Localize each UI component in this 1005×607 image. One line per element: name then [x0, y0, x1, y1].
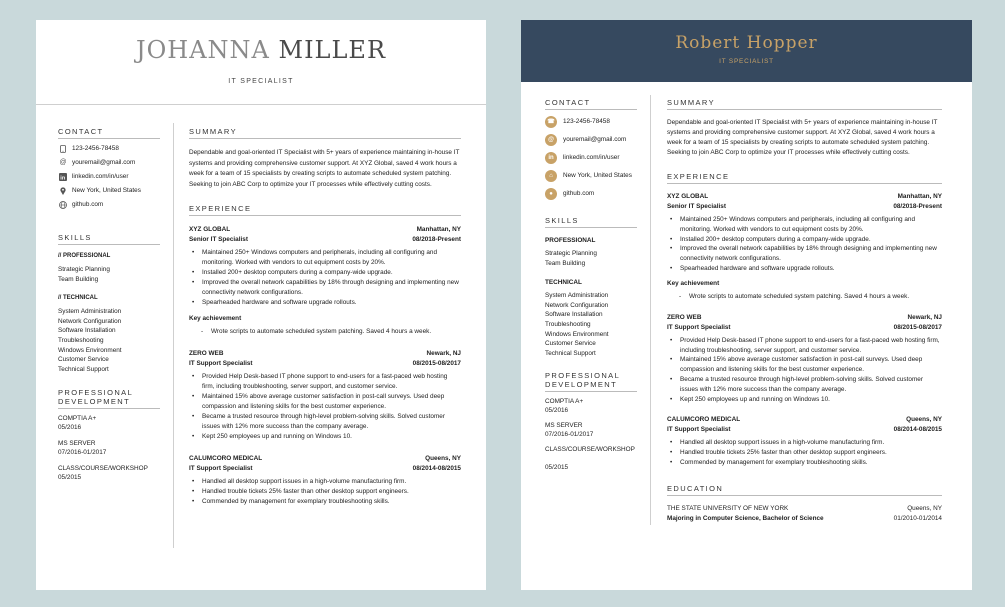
pd-date: 05/2016 — [545, 406, 569, 414]
job-bullet: • Provided Help Desk-based IT phone support to end-users for a fast-paced web hosting firm, including troubleshooting, server support, and customer service. — [189, 372, 461, 392]
job-dates: 08/2014-08/2015 — [893, 426, 942, 434]
job-bullets — [189, 372, 461, 442]
skill-item: Windows Environment — [545, 330, 609, 338]
job-bullet: • Handled all desktop support issues in a high-volume manufacturing firm. — [667, 438, 942, 448]
contact-github — [58, 201, 160, 209]
job-bullet: • Spearheaded hardware and software upgrade rollouts. — [667, 264, 942, 274]
job-entry — [189, 349, 461, 442]
linkedin-icon — [58, 173, 68, 181]
location-icon — [58, 187, 68, 195]
job-company: XYZ GLOBAL — [189, 226, 231, 233]
summary-heading: SUMMARY — [189, 127, 461, 139]
job-entry — [667, 415, 942, 467]
pd-name: CLASS/COURSE/WORKSHOP — [58, 465, 148, 473]
contact-email — [545, 134, 637, 146]
job-entry — [189, 225, 461, 337]
job-dates: 08/2015-08/2017 — [412, 360, 461, 367]
job-bullets — [667, 215, 942, 274]
job-entry — [189, 454, 461, 507]
skill-item: System Administration — [545, 292, 609, 300]
skill-item: Software Installation — [545, 311, 603, 319]
job-entry — [667, 313, 942, 405]
job-location: Manhattan, NY — [416, 226, 461, 233]
contact-text: github.com — [563, 190, 595, 197]
job-bullets — [189, 477, 461, 507]
education-school: THE STATE UNIVERSITY OF NEW YORK — [667, 504, 789, 512]
job-bullet: • Maintained 250+ Windows computers and peripherals, including all configuring and monitoring. Worked with vendors to cut equipment costs by 20%. — [667, 215, 942, 235]
job-role: IT Support Specialist — [667, 323, 731, 331]
contact-text: 123-2456-78458 — [72, 145, 119, 152]
skill-item: Customer Service — [58, 356, 109, 364]
job-bullet: • Maintained 250+ Windows computers and peripherals, including all configuring and monitoring. Worked with vendors to cut equipment costs by 20%. — [189, 248, 461, 268]
experience-heading: EXPERIENCE — [189, 204, 461, 216]
email-icon: @ — [545, 134, 557, 146]
education-dates: 01/2010-01/2014 — [893, 514, 942, 522]
job-bullet: • Improved the overall network capabilities by 18% through designing and implementing new connectivity network configurations. — [667, 244, 942, 264]
pd-date: 05/2015 — [545, 463, 569, 471]
job-role: Senior IT Specialist — [189, 236, 248, 243]
job-bullet: • Installed 200+ desktop computers during a company-wide upgrade. — [667, 235, 942, 245]
job-header — [667, 313, 942, 323]
skill-item: Network Configuration — [545, 301, 609, 309]
contact-text: linkedin.com/in/user — [72, 173, 129, 180]
contact-linkedin — [58, 173, 160, 181]
summary-text: Dependable and goal-oriented IT Specialist with 5+ years of experience maintaining in-house IT systems and providing comprehensive customer support. At XYZ Global, saved 4 work hours a week for a team of 15 specialists by creating scripts to automate scheduled system patching. Seeking to join ABC Corp to optimize your IT processes while effectively cutting costs. — [667, 119, 938, 156]
skills-heading: SKILLS — [58, 233, 160, 245]
job-dates: 08/2014-08/2015 — [412, 465, 461, 472]
job-bullet: • Handled trouble tickets 25% faster than other desktop support engineers. — [667, 448, 942, 458]
job-bullet: • Handled trouble tickets 25% faster than other desktop support engineers. — [189, 487, 461, 497]
contact-location — [545, 170, 637, 182]
job-role: IT Support Specialist — [189, 360, 253, 367]
pd-date: 07/2016-01/2017 — [58, 448, 107, 456]
header-divider — [36, 104, 486, 105]
pd-name: CLASS/COURSE/WORKSHOP — [545, 446, 635, 454]
education-heading: EDUCATION — [667, 484, 942, 496]
contact-text: linkedin.com/in/user — [563, 154, 620, 161]
contact-list — [545, 116, 637, 200]
github-icon: ● — [545, 188, 557, 200]
skill-item: Troubleshooting — [58, 336, 104, 344]
job-bullet: • Kept 250 employees up and running on Windows 10. — [667, 395, 942, 405]
job-bullet: • Maintained 15% above average customer satisfaction in post-call surveys. Used deep compassion and listening skills for the best customer experience. — [189, 392, 461, 412]
pd-list — [545, 398, 637, 472]
technical-skills-list — [58, 307, 160, 374]
job-role: Senior IT Specialist — [667, 203, 726, 210]
job-bullets — [667, 438, 942, 467]
skill-item: Team Building — [545, 259, 586, 267]
contact-github — [545, 188, 637, 200]
technical-skills-heading: // TECHNICAL — [58, 295, 98, 302]
job-company: XYZ GLOBAL — [667, 193, 709, 200]
job-company: ZERO WEB — [189, 350, 224, 357]
skill-item: Network Configuration — [58, 317, 122, 325]
education-header — [667, 504, 942, 514]
technical-skills-list — [545, 291, 637, 358]
job-company: CALUMCORO MEDICAL — [667, 416, 741, 424]
skill-item: Software Installation — [58, 327, 116, 335]
contact-text: New York, United States — [72, 187, 141, 194]
job-header — [189, 225, 461, 235]
contact-heading: CONTACT — [58, 127, 160, 139]
pd-name: COMPTIA A+ — [58, 415, 97, 423]
key-achievement-list — [667, 292, 942, 302]
contact-heading: CONTACT — [545, 98, 637, 110]
job-bullet: • Became a trusted resource through high-level problem-solving skills. Solved customer issues with 12% more success than the company average. — [189, 412, 461, 432]
resume-name: Robert Hopper — [675, 33, 818, 53]
job-bullet: • Maintained 15% above average customer satisfaction in post-call surveys. Used deep compassion and listening skills for the best customer experience. — [667, 355, 942, 375]
job-bullet: • Improved the overall network capabilities by 18% through designing and implementing new connectivity network configurations. — [189, 278, 461, 298]
job-company: ZERO WEB — [667, 313, 702, 321]
job-bullet: • Commended by management for exemplary troubleshooting skills. — [189, 497, 461, 507]
job-bullet: • Commended by management for exemplary troubleshooting skills. — [667, 458, 942, 468]
column-divider — [173, 123, 174, 548]
contact-list — [58, 145, 160, 209]
contact-linkedin — [545, 152, 637, 164]
job-subheader — [667, 323, 942, 333]
job-dates: 08/2015-08/2017 — [893, 323, 942, 331]
contact-text: github.com — [72, 201, 104, 208]
job-bullet: • Provided Help Desk-based IT phone support to end-users for a fast-paced web hosting firm, including troubleshooting, server support, and customer service. — [667, 336, 942, 356]
skill-item: Technical Support — [58, 365, 109, 373]
skill-item: Windows Environment — [58, 346, 122, 354]
job-subheader — [667, 425, 942, 435]
summary-heading: SUMMARY — [667, 98, 942, 110]
email-icon: @ — [59, 159, 67, 166]
resume-name — [36, 36, 486, 64]
job-bullet: • Installed 200+ desktop computers during a company-wide upgrade. — [189, 268, 461, 278]
job-bullet: • Spearheaded hardware and software upgrade rollouts. — [189, 298, 461, 308]
job-subheader — [189, 464, 461, 474]
job-header — [189, 454, 461, 464]
left-column — [58, 127, 160, 482]
technical-skills-heading: TECHNICAL — [545, 279, 582, 287]
column-divider — [650, 95, 651, 525]
job-dates: 08/2018-Present — [893, 203, 942, 210]
job-subheader — [189, 235, 461, 245]
job-location: Queens, NY — [906, 416, 942, 424]
job-role: IT Support Specialist — [189, 465, 253, 472]
pd-date: 05/2015 — [58, 473, 82, 481]
skill-item: Strategic Planning — [58, 266, 110, 273]
education-subheader — [667, 514, 942, 524]
education-entry — [667, 504, 942, 524]
contact-phone — [545, 116, 637, 128]
skills-heading: SKILLS — [545, 216, 637, 228]
job-bullets — [189, 248, 461, 308]
phone-icon — [58, 145, 68, 153]
first-name: JOHANNA — [135, 36, 270, 64]
contact-email — [58, 159, 160, 167]
job-header — [667, 415, 942, 425]
professional-development-heading — [545, 371, 637, 392]
skill-item: Troubleshooting — [545, 320, 591, 328]
skill-item: System Administration — [58, 308, 122, 316]
job-subheader — [189, 359, 461, 369]
left-column — [545, 98, 637, 472]
job-company: CALUMCORO MEDICAL — [189, 455, 263, 462]
job-role: IT Support Specialist — [667, 426, 731, 434]
job-header — [667, 192, 942, 202]
job-location: Manhattan, NY — [897, 193, 942, 200]
key-achievement-label: Key achievement — [189, 315, 242, 322]
key-achievement: - Wrote scripts to automate scheduled system patching. Saved 4 hours a week. — [189, 327, 461, 337]
professional-development-heading — [58, 388, 160, 409]
pd-heading-line-1: PROFESSIONAL — [545, 371, 621, 381]
skill-item: Customer Service — [545, 340, 596, 348]
key-achievement: - Wrote scripts to automate scheduled system patching. Saved 4 hours a week. — [667, 292, 942, 302]
home-icon: ⌂ — [545, 170, 557, 182]
contact-phone — [58, 145, 160, 153]
globe-icon — [58, 201, 68, 209]
education-degree: Majoring in Computer Science, Bachelor of Science — [667, 514, 824, 522]
summary-text: Dependable and goal-oriented IT Specialist with 5+ years of experience maintaining in-house IT systems and providing comprehensive customer support. At XYZ Global, saved 4 work hours a week for a team of 15 specialists by creating scripts to automate scheduled system patching. Seeking to join ABC Corp to optimize your IT processes while effectively cutting costs. — [189, 149, 460, 188]
education-location: Queens, NY — [907, 504, 942, 512]
pd-name: MS SERVER — [545, 422, 583, 430]
pd-date: 05/2016 — [58, 423, 82, 431]
contact-text: youremail@gmail.com — [563, 136, 627, 143]
key-achievement-label: Key achievement — [667, 279, 720, 287]
professional-skills-list — [545, 249, 637, 268]
skill-item: Strategic Planning — [545, 250, 597, 257]
professional-skills-heading: PROFESSIONAL — [545, 237, 596, 244]
pd-heading-line-2: DEVELOPMENT — [58, 397, 131, 407]
right-column — [667, 98, 942, 524]
svg-text:in: in — [60, 175, 66, 181]
resume-robert-hopper — [521, 20, 972, 590]
phone-icon: ☎ — [545, 116, 557, 128]
job-entry — [667, 192, 942, 302]
right-column — [189, 127, 461, 507]
contact-text: New York, United States — [563, 172, 632, 179]
contact-text: 123-2456-78458 — [563, 118, 610, 125]
resume-title: IT SPECIALIST — [719, 58, 774, 65]
pd-heading-line-1: PROFESSIONAL — [58, 388, 134, 398]
skill-item: Team Building — [58, 275, 99, 283]
key-achievement-list — [189, 327, 461, 337]
linkedin-icon: in — [545, 152, 557, 164]
pd-date: 07/2016-01/2017 — [545, 430, 594, 438]
job-bullet: • Handled all desktop support issues in a high-volume manufacturing firm. — [189, 477, 461, 487]
job-location: Newark, NJ — [426, 350, 461, 357]
job-bullets — [667, 336, 942, 405]
resume-johanna-miller — [36, 20, 486, 590]
contact-location — [58, 187, 160, 195]
job-bullet: • Became a trusted resource through high-level problem-solving skills. Solved customer issues with 12% more success than the company average. — [667, 375, 942, 395]
pd-name: COMPTIA A+ — [545, 398, 584, 406]
skill-item: Technical Support — [545, 349, 596, 357]
pd-list — [58, 415, 160, 482]
last-name: MILLER — [278, 36, 387, 64]
professional-skills-list — [58, 265, 160, 284]
professional-skills-heading: // PROFESSIONAL — [58, 253, 111, 259]
pd-name: MS SERVER — [58, 440, 96, 448]
pd-heading-line-2: DEVELOPMENT — [545, 380, 618, 390]
job-bullet: • Kept 250 employees up and running on Windows 10. — [189, 432, 461, 442]
resume-title: IT SPECIALIST — [228, 78, 294, 85]
job-dates: 08/2018-Present — [412, 236, 461, 243]
job-subheader — [667, 202, 942, 212]
job-location: Newark, NJ — [907, 313, 942, 321]
contact-text: youremail@gmail.com — [72, 159, 136, 166]
job-header — [189, 349, 461, 359]
experience-heading: EXPERIENCE — [667, 172, 942, 184]
job-location: Queens, NY — [425, 455, 461, 462]
